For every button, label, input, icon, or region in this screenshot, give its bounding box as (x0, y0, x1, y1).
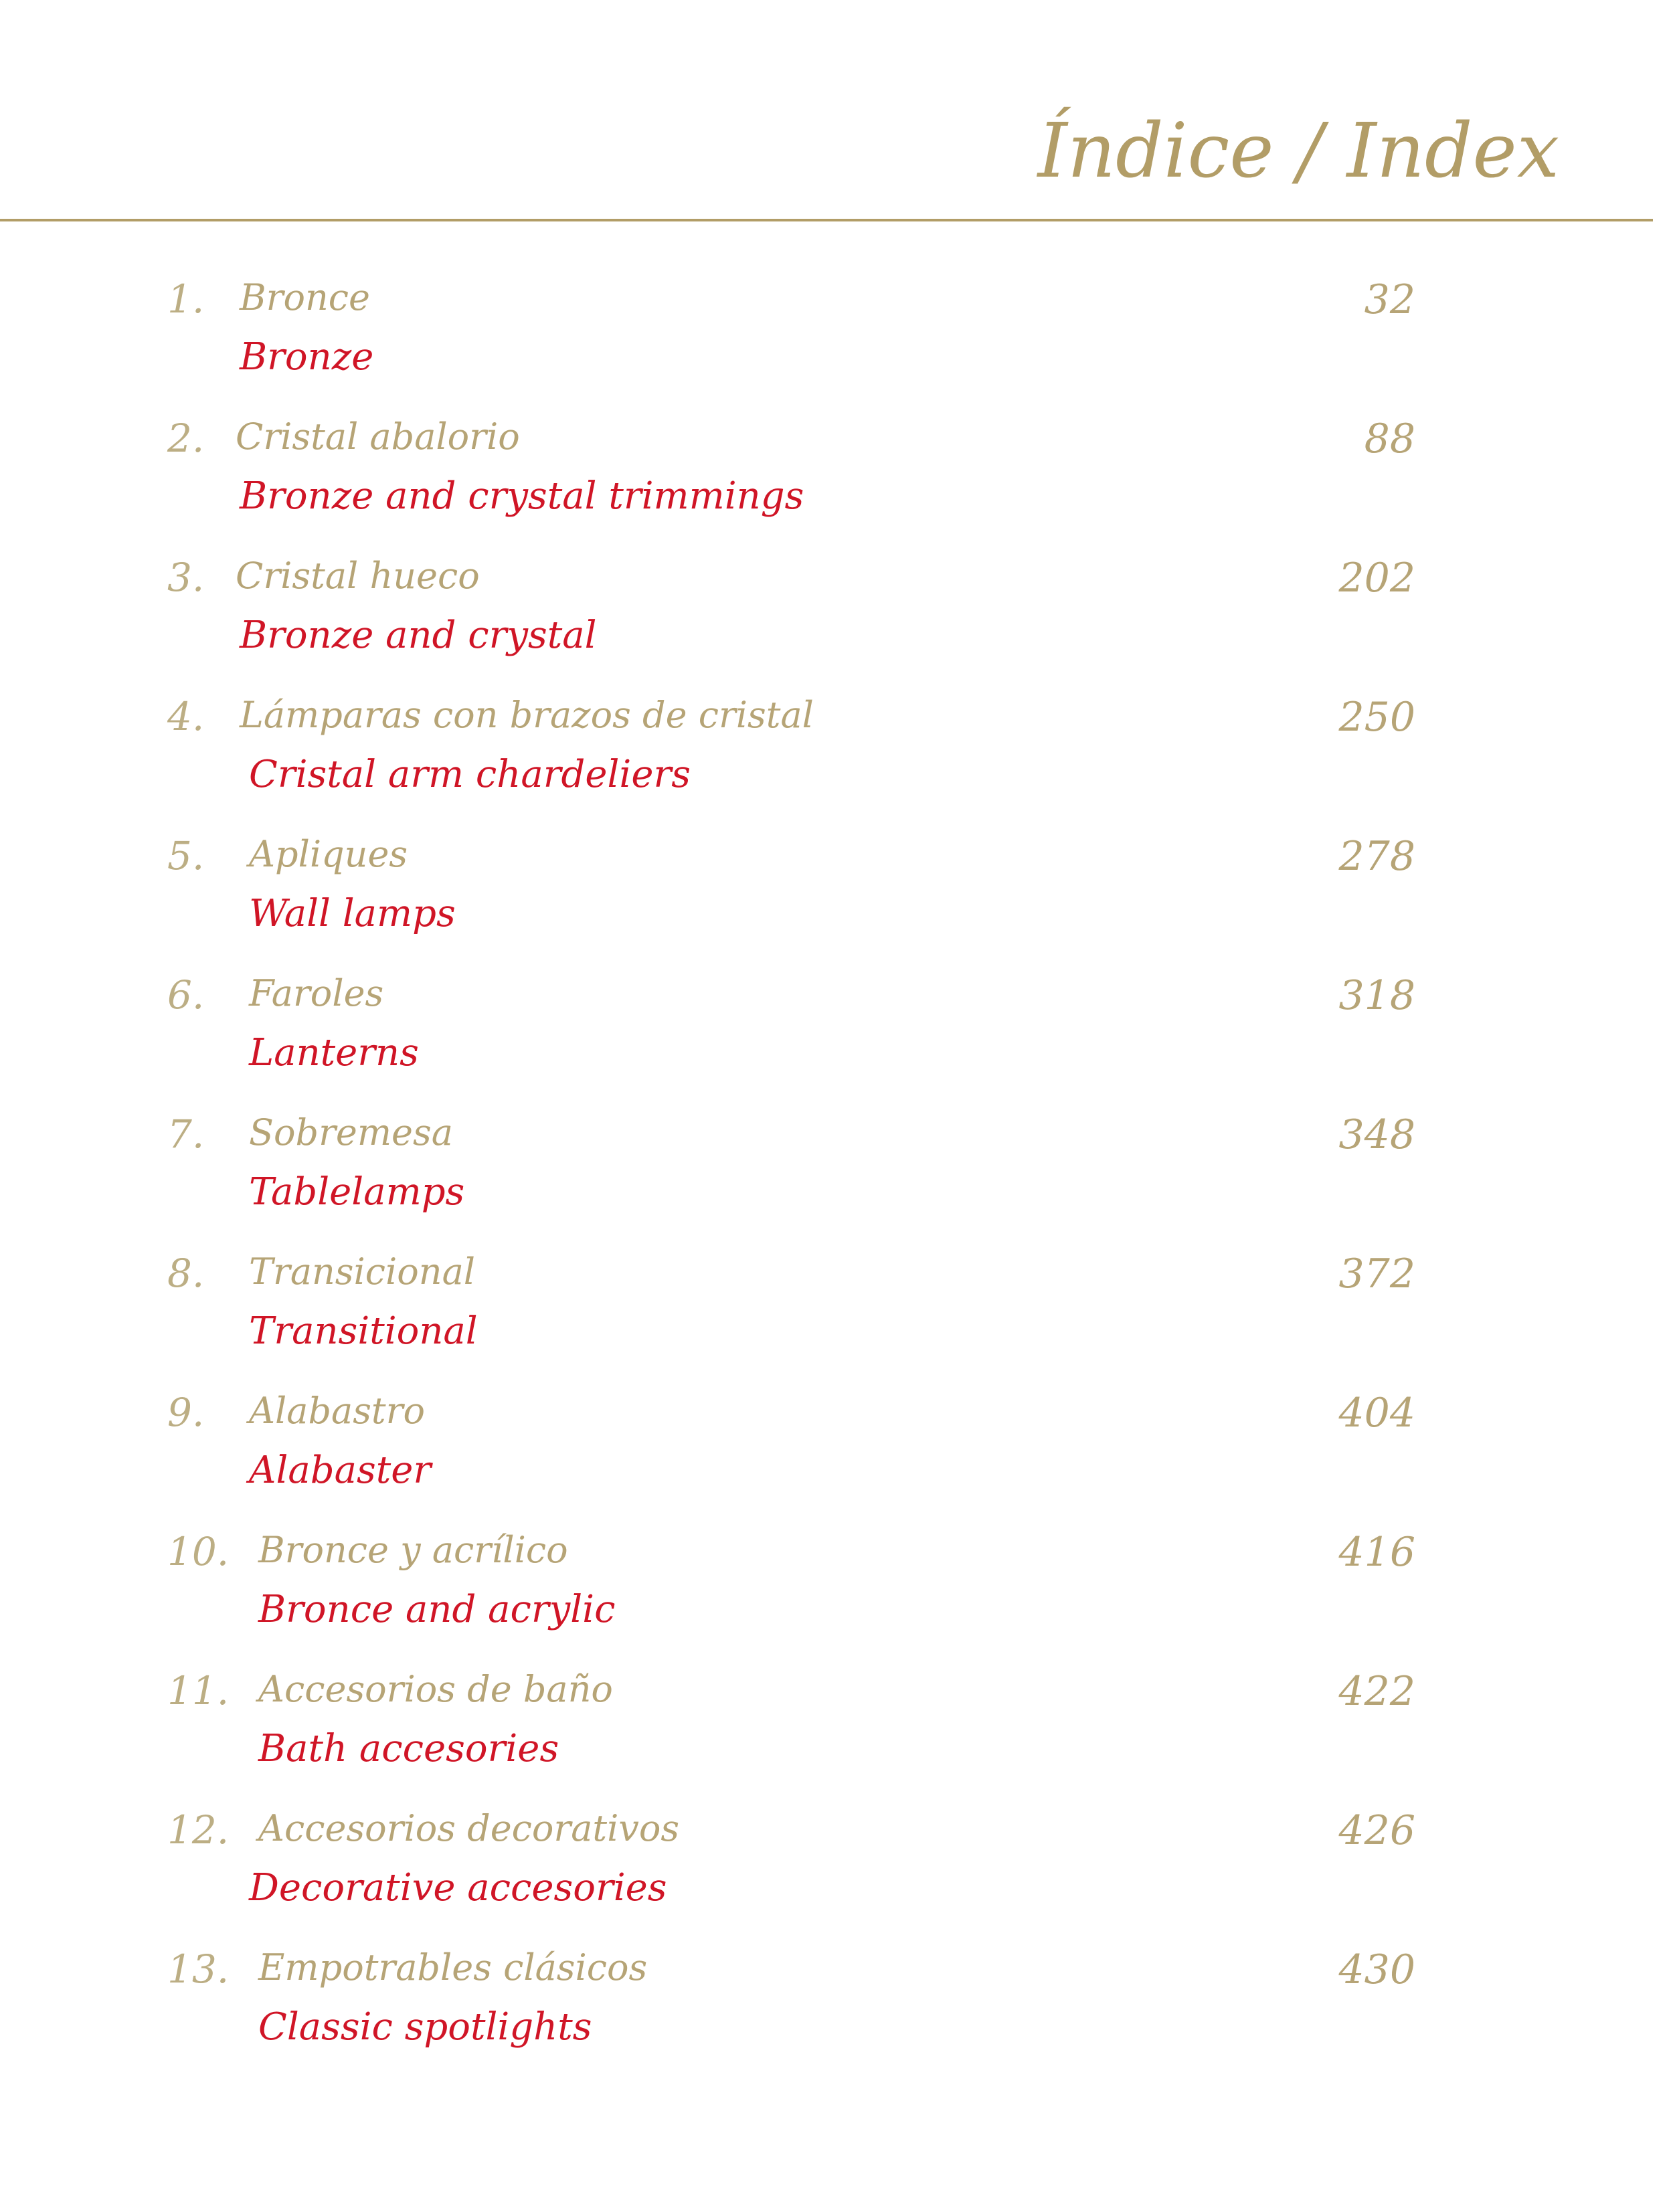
page-title: Índice / Index (1037, 108, 1559, 195)
entry-number: 4. (167, 694, 205, 739)
entry-title-en: Transitional (249, 1309, 478, 1353)
entry-number: 3. (167, 555, 205, 600)
entry-title-es: Accesorios decorativos (258, 1807, 680, 1849)
entry-number: 7. (167, 1111, 205, 1157)
entry-title-es: Apliques (249, 833, 408, 875)
entry-page-number: 250 (1338, 694, 1415, 741)
entry-title-es: Alabastro (249, 1390, 425, 1432)
entry-title-es: Bronce (240, 276, 370, 318)
entry-number: 2. (167, 416, 205, 461)
entry-title-es: Cristal abalorio (236, 416, 520, 458)
entry-number: 13. (167, 1946, 230, 1992)
entry-number: 1. (167, 276, 205, 322)
entry-title-en: Bronze (240, 335, 374, 379)
entry-number: 8. (167, 1251, 205, 1296)
entry-number: 6. (167, 972, 205, 1018)
entry-number: 12. (167, 1807, 230, 1853)
toc-entry-6[interactable] (0, 972, 1673, 1109)
toc-entry-11[interactable] (0, 1668, 1673, 1805)
toc-entry-8[interactable] (0, 1251, 1673, 1388)
entry-page-number: 404 (1338, 1390, 1415, 1437)
entry-title-en: Bronze and crystal trimmings (240, 474, 804, 518)
toc-entry-13[interactable] (0, 1946, 1673, 2084)
entry-title-en: Tablelamps (249, 1170, 465, 1214)
entry-title-en: Bronce and acrylic (258, 1588, 616, 1631)
entry-title-es: Sobremesa (249, 1111, 453, 1154)
toc-entry-12[interactable] (0, 1807, 1673, 1944)
entry-title-en: Cristal arm chardeliers (249, 753, 691, 796)
entry-title-es: Transicional (249, 1251, 476, 1293)
entry-number: 5. (167, 833, 205, 879)
entry-page-number: 32 (1364, 276, 1415, 323)
entry-title-es: Cristal hueco (236, 555, 480, 597)
entry-title-en: Lanterns (249, 1031, 419, 1075)
entry-title-en: Classic spotlights (258, 2005, 592, 2049)
entry-page-number: 416 (1338, 1529, 1415, 1576)
toc-entry-9[interactable] (0, 1390, 1673, 1527)
entry-title-es: Faroles (249, 972, 384, 1014)
entry-title-en: Bronze and crystal (240, 614, 597, 657)
entry-title-en: Alabaster (249, 1449, 432, 1492)
toc-entry-7[interactable] (0, 1111, 1673, 1249)
entry-title-en: Wall lamps (249, 892, 456, 935)
entry-page-number: 426 (1338, 1807, 1415, 1854)
entry-number: 9. (167, 1390, 205, 1435)
entry-number: 10. (167, 1529, 230, 1574)
entry-page-number: 372 (1338, 1251, 1415, 1297)
toc-entry-4[interactable] (0, 694, 1673, 831)
entry-title-es: Bronce y acrílico (258, 1529, 568, 1571)
entry-title-en: Bath accesories (258, 1727, 559, 1770)
entry-title-es: Lámparas con brazos de cristal (240, 694, 814, 736)
entry-page-number: 202 (1338, 555, 1415, 602)
entry-page-number: 88 (1364, 416, 1415, 462)
entry-page-number: 278 (1338, 833, 1415, 880)
entry-page-number: 348 (1338, 1111, 1415, 1158)
toc-entry-3[interactable] (0, 555, 1673, 692)
entry-title-es: Accesorios de baño (258, 1668, 613, 1710)
toc-entry-1[interactable] (0, 276, 1673, 413)
toc-entry-10[interactable] (0, 1529, 1673, 1666)
entry-page-number: 430 (1338, 1946, 1415, 1993)
entry-title-en: Decorative accesories (249, 1866, 667, 1910)
entry-page-number: 318 (1338, 972, 1415, 1019)
toc-entry-2[interactable] (0, 416, 1673, 553)
entry-number: 11. (167, 1668, 230, 1714)
toc-entry-5[interactable] (0, 833, 1673, 970)
entry-page-number: 422 (1338, 1668, 1415, 1715)
entry-title-es: Empotrables clásicos (258, 1946, 648, 1989)
